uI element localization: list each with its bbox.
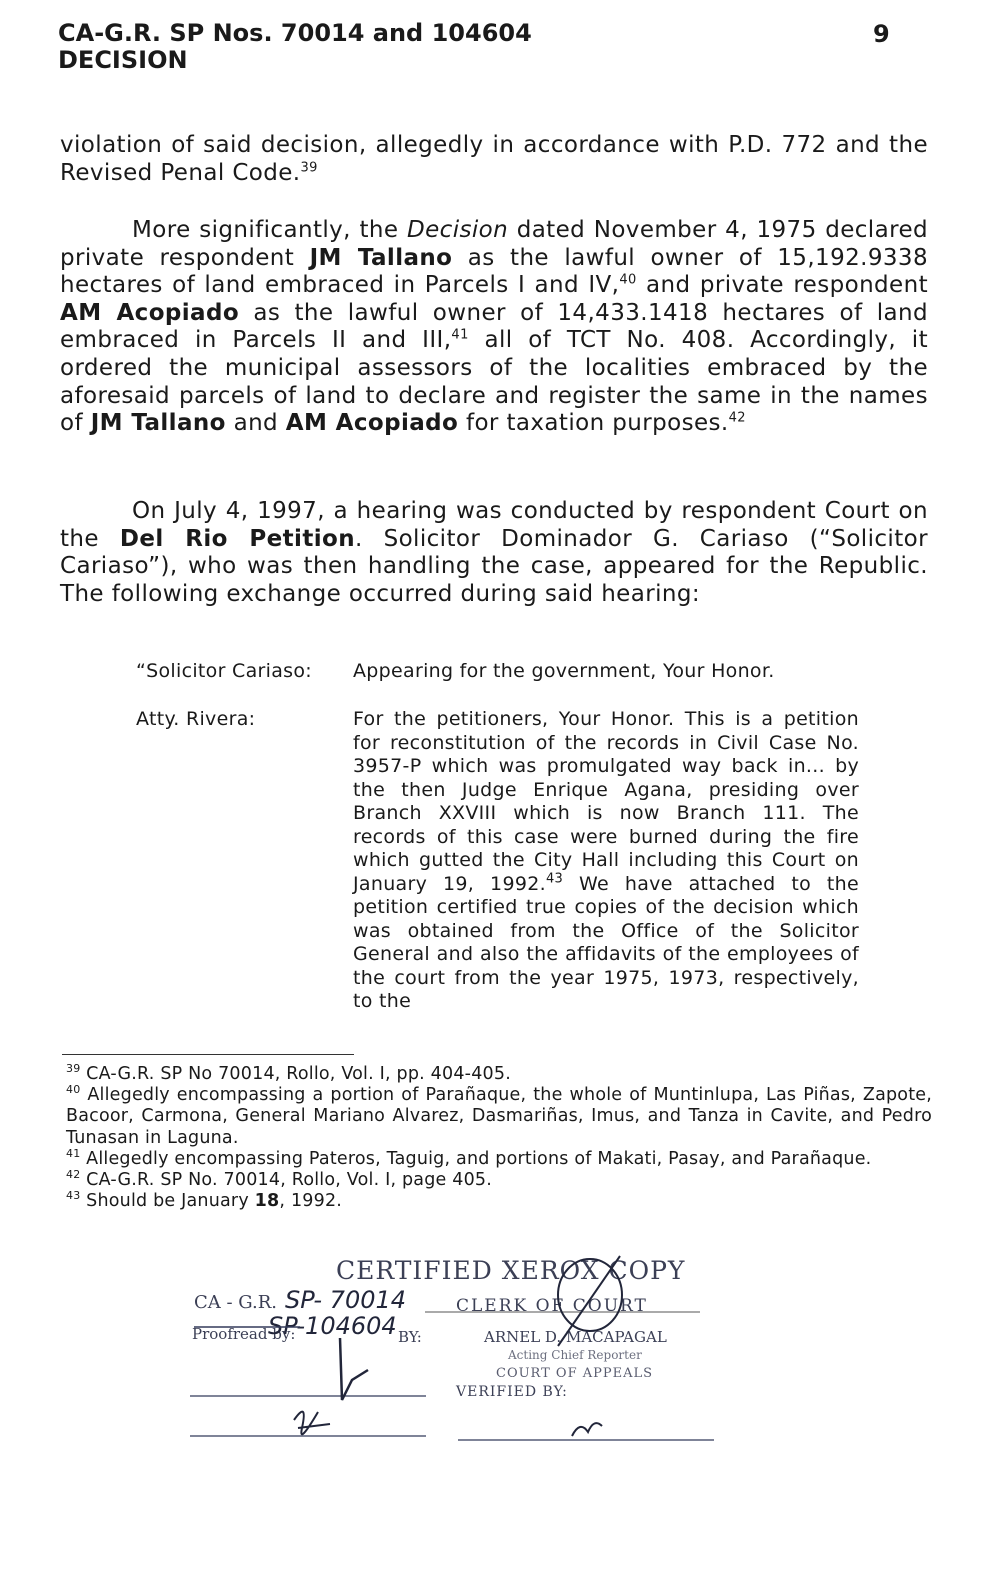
speech-text: Appearing for the government, Your Honor.	[353, 660, 775, 682]
page-number: 9	[873, 20, 890, 48]
footnote: $^{43}$ Should be January 18, 1992.	[66, 1189, 343, 1212]
stamp-proofread: Proofread by:	[192, 1325, 296, 1343]
stamp-case-label: CA - G.R.	[194, 1292, 278, 1313]
speaker-label: “Solicitor Cariaso:	[136, 660, 313, 682]
decision-label: DECISION	[58, 46, 188, 74]
footnote: $^{39}$ CA-G.R. SP No 70014, Rollo, Vol. I, pp. 404-405.	[66, 1062, 511, 1084]
footnote-ref: 41	[451, 327, 469, 343]
footnote: $^{40}$ Allegedly encompassing a portion of Parañaque, the whole of Muntinlupa, Las Piñas, Zapote, Bacoor, Carmona, General Mariano Alvarez, Dasmariñas, Imus, and Tanza in Cavite, and Pedro Tunasan in Laguna.	[66, 1083, 933, 1148]
handwritten-case-number: SP- 70014	[285, 1286, 407, 1314]
speech-text: For the petitioners, Your Honor. This is a petition for reconstitution of the records in Civil Case No. 3957-P which was promulgated way back in... by the then Judge Enrique Agana, presiding over Branch XXVIII which is now Branch 111. The records of this case were burned during the fire which gutted the City Hall including this Court on January 19, 1992.43 We have attached to the petition certified true copies of the decision which was obtained from the Office of the Solicitor General and also the affidavits of the employees of the court from the year 1975, 1973, respectively, to the	[353, 708, 859, 1012]
stamp-verified: VERIFIED BY:	[456, 1384, 568, 1400]
stamp-by: BY:	[398, 1328, 422, 1346]
paragraph-2: More significantly, the Decision dated November 4, 1975 declared private respondent JM Tallano as the lawful owner of 15,192.9338 hectares of land embraced in Parcels I and IV,$^{40}$ and private respondent AM Acopiado as the lawful owner of 14,433.1418 hectares of land embraced in Parcels II and III,$^{41}$ all of TCT No. 408. Accordingly, it ordered the municipal assessors of the localities embraced by the aforesaid parcels of land to declare and register the same in the names of JM Tallano and AM Acopiado for taxation purposes.$^{42}$	[60, 217, 929, 437]
footnote-ref: 40	[619, 272, 637, 288]
stamp-title: Acting Chief Reporter	[508, 1348, 642, 1362]
paragraph-3: On July 4, 1997, a hearing was conducted by respondent Court on the Del Rio Petition. Solicitor Dominador G. Cariaso (“Solicitor Cariaso”), who was then handling the case, appeared for the Republic. The following exchange occurred during said hearing:	[60, 498, 928, 607]
stamp-name: ARNEL D. MACAPAGAL	[484, 1328, 667, 1346]
case-header	[58, 20, 532, 74]
footnote: $^{42}$ CA-G.R. SP No. 70014, Rollo, Vol. I, page 405.	[66, 1168, 493, 1191]
footnote-ref: 39	[300, 159, 318, 175]
footnote-ref: 42	[728, 410, 746, 426]
speaker-label: Atty. Rivera:	[136, 708, 256, 730]
stamp-clerk: CLERK OF COURT	[456, 1296, 648, 1316]
footnotes	[66, 1064, 932, 1212]
case-number: CA-G.R. SP Nos. 70014 and 104604	[58, 19, 532, 47]
stamp-certified: CERTIFIED XEROX COPY	[336, 1256, 686, 1285]
paragraph-1: violation of said decision, allegedly in accordance with P.D. 772 and the Revised Penal Code.$^{39}$	[60, 132, 928, 186]
stamp-court: COURT OF APPEALS	[496, 1366, 654, 1381]
handwritten-case-number-2: SP-104604	[268, 1312, 397, 1340]
footnote-ref: 43	[545, 871, 564, 887]
signature-marks	[180, 1250, 740, 1450]
footnote: $^{41}$ Allegedly encompassing Pateros, Taguig, and portions of Makati, Pasay, and Parañaque.	[66, 1146, 872, 1169]
footnote-divider	[62, 1054, 354, 1055]
